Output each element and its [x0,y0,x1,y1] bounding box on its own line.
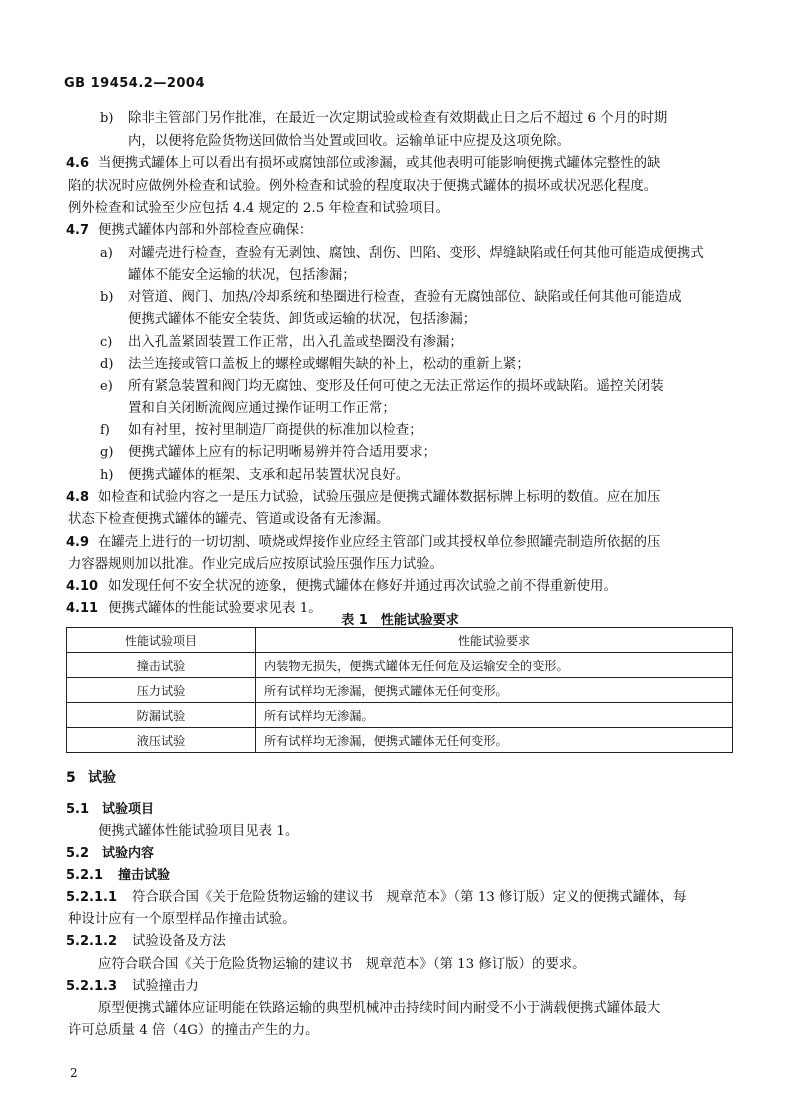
text-line: 在罐壳上进行的一切切割、喷烧或焊接作业应经主管部门或其授权单位参照罐壳制造所依据的压 [98,535,661,550]
text-line: 当便携式罐体上可以看出有损坏或腐蚀部位或渗漏，或其他表明可能影响便携式罐体完整性的缺 [98,156,661,171]
list-marker: b) [100,290,114,305]
list-marker: c) [100,335,113,350]
section-title: 试验 [88,770,116,786]
clause-number: 4.10 [66,579,99,594]
list-marker: f) [100,423,110,438]
text-line: 如发现任何不安全状况的迹象，便携式罐体在修好并通过再次试验之前不得重新使用。 [108,579,617,594]
clause-number: 5.2.1.3 [66,979,117,994]
text-line: 原型便携式罐体应证明能在铁路运输的典型机械冲击持续时间内耐受不小于满载便携式罐体最大 [98,1001,661,1016]
text-line: 便携式罐体内部和外部检查应确保： [98,223,313,238]
text-line: 例外检查和试验至少应包括 4.4 规定的 2.5 年检查和试验项目。 [68,201,449,216]
text-line: 置和自关闭断流阀应通过操作证明工作正常； [128,401,396,416]
clause-number: 4.8 [66,490,90,505]
text-line: 法兰连接或管口盖板上的螺栓或螺帽失缺的补上，松动的重新上紧； [128,357,530,372]
text-line: 内，以便将危险货物送回做恰当处置或回收。运输单证中应提及这项免除。 [128,134,570,149]
clause-number: 5.2.1 [66,868,104,883]
table-row [67,653,733,678]
clause-number: 4.6 [66,156,90,171]
text-line: 对罐壳进行检查，查验有无剥蚀、腐蚀、刮伤、凹陷、变形、焊缝缺陷或任何其他可能造成便携式 [128,246,704,261]
table-cell: 防漏试验 [67,703,256,728]
list-marker: b) [100,111,114,126]
clause-number: 4.9 [66,535,90,550]
text-line: 便携式罐体性能试验项目见表 1。 [98,824,299,839]
clause-number: 5.2 [66,846,90,861]
clause-number: 5.2.1.1 [66,890,117,905]
table-cell: 所有试样均无渗漏。 [256,703,733,728]
clause-number: 4.7 [66,223,90,238]
table-cell: 压力试验 [67,678,256,703]
table-caption: 表 1 性能试验要求 [341,613,459,628]
text-line: 便携式罐体的框架、支承和起吊装置状况良好。 [128,468,410,483]
standard-code: GB 19454.2—2004 [64,76,205,91]
section-number: 5 [66,770,76,786]
list-marker: g) [100,445,114,460]
table-cell: 内装物无损失，便携式罐体无任何危及运输安全的变形。 [256,653,733,678]
table-row [67,678,733,703]
text-line: 力容器规则加以批准。作业完成后应按原试验压强作压力试验。 [68,557,443,572]
clause-number: 5.2.1.2 [66,934,117,949]
page-number: 2 [70,1066,78,1080]
clause-title: 试验项目 [102,802,155,817]
table-cell: 撞击试验 [67,653,256,678]
text-line: 如检查和试验内容之一是压力试验，试验压强应是便携式罐体数据标牌上标明的数值。应在加压 [98,490,661,505]
clause-title: 撞击试验 [118,868,171,883]
list-marker: e) [100,379,113,394]
text-line: 便携式罐体上应有的标记明晰易辨并符合适用要求； [128,445,436,460]
text-line: 陷的状况时应做例外检查和试验。例外检查和试验的程度取决于便携式罐体的损坏或状况恶化程度。 [68,179,658,194]
list-marker: h) [100,468,114,483]
table-header-row [67,628,733,653]
clause-title: 试验设备及方法 [132,934,226,949]
text-line: 许可总质量 4 倍（4G）的撞击产生的力。 [68,1023,319,1038]
text-line: 如有衬里，按衬里制造厂商提供的标准加以检查； [128,423,423,438]
text-line: 罐体不能安全运输的状况，包括渗漏； [128,268,356,283]
text-line: 种设计应有一个原型样品作撞击试验。 [68,912,296,927]
table-row [67,728,733,753]
table-header-cell: 性能试验要求 [256,628,733,653]
text-line: 便携式罐体不能安全装货、卸货或运输的状况，包括渗漏； [128,312,477,327]
performance-table [66,627,733,753]
list-marker: a) [100,246,113,261]
text-line: 便携式罐体的性能试验要求见表 1。 [108,601,322,616]
text-line: 状态下检查便携式罐体的罐壳、管道或设备有无渗漏。 [68,512,390,527]
table-cell: 所有试样均无渗漏，便携式罐体无任何变形。 [256,728,733,753]
clause-number: 5.1 [66,802,90,817]
clause-title: 试验内容 [102,846,155,861]
clause-title: 试验撞击力 [132,979,199,994]
text-line: 所有紧急装置和阀门均无腐蚀、变形及任何可使之无法正常运作的损坏或缺陷。遥控关闭装 [128,379,664,394]
text-line: 出入孔盖紧固装置工作正常，出入孔盖或垫圈没有渗漏； [128,335,463,350]
table-cell: 液压试验 [67,728,256,753]
table-row [67,703,733,728]
text-line: 除非主管部门另作批准，在最近一次定期试验或检查有效期截止日之后不超过 6 个月的时期 [128,111,668,126]
text-line: 符合联合国《关于危险货物运输的建议书 规章范本》（第 13 修订版）定义的便携式罐体，每 [132,890,687,905]
table-cell: 所有试样均无渗漏，便携式罐体无任何变形。 [256,678,733,703]
table-header-cell: 性能试验项目 [67,628,256,653]
list-marker: d) [100,357,114,372]
clause-number: 4.11 [66,601,99,616]
text-line: 应符合联合国《关于危险货物运输的建议书 规章范本》（第 13 修订版）的要求。 [98,957,586,972]
text-line: 对管道、阀门、加热/冷却系统和垫圈进行检查，查验有无腐蚀部位、缺陷或任何其他可能造成 [128,290,682,305]
